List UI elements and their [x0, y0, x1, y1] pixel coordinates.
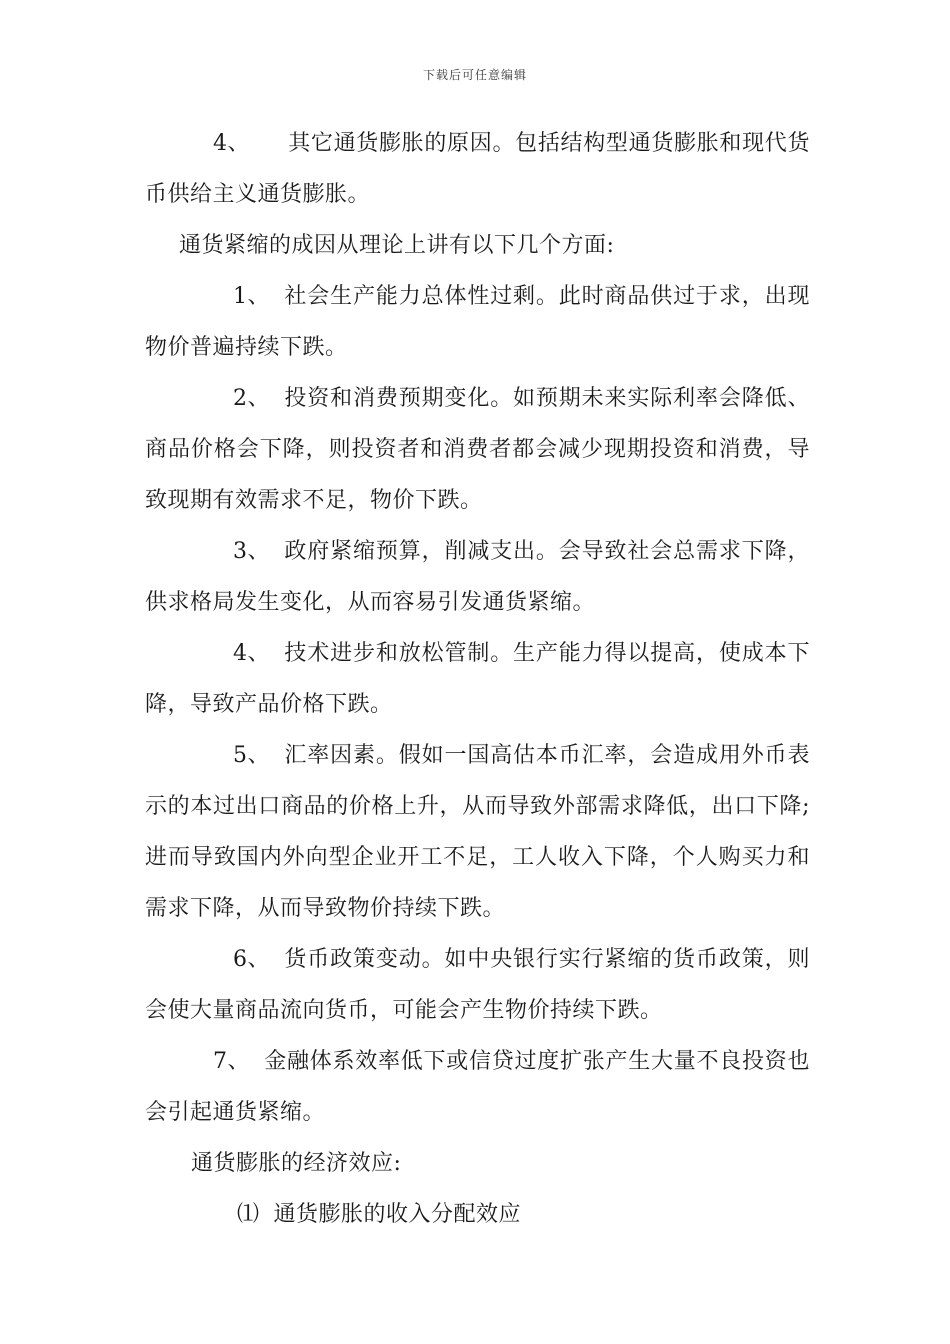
- item-number: 1、: [233, 284, 270, 309]
- document-body: [145, 118, 810, 1240]
- paragraph-inflation-other-causes: [145, 118, 810, 220]
- page-header-note: 下载后可任意编辑: [422, 68, 527, 82]
- paragraph-deflation-intro: [145, 220, 810, 271]
- paragraph-text: 技术进步和放松管制。生产能力得以提高，使成本下降，导致产品价格下跌。: [145, 641, 810, 717]
- paragraph-text: 其它通货膨胀的原因。包括结构型通货膨胀和现代货币供给主义通货膨胀。: [145, 131, 810, 207]
- paragraph-text: 投资和消费预期变化。如预期未来实际利率会降低、 商品价格会下降，则投资者和消费者都会减少现期投资和消费，导致现期有效需求不足，物价下跌。: [145, 386, 810, 513]
- paragraph-deflation-cause-2: [145, 373, 810, 526]
- paragraph-deflation-cause-5: [145, 730, 810, 934]
- paragraph-deflation-cause-7: [145, 1036, 810, 1138]
- item-number: 3、: [233, 539, 270, 564]
- item-number: 4、: [213, 131, 250, 156]
- item-number: 5、: [233, 743, 270, 768]
- paragraph-text: 通货膨胀的收入分配效应: [273, 1202, 522, 1227]
- paragraph-inflation-effects-heading: [145, 1138, 810, 1189]
- item-number: 6、: [233, 947, 270, 972]
- paragraph-text: 金融体系效率低下或信贷过度扩张产生大量不良投资也会引起通货紧缩。: [145, 1049, 810, 1125]
- paragraph-text: 通货紧缩的成因从理论上讲有以下几个方面:: [179, 233, 615, 258]
- paragraph-deflation-cause-6: [145, 934, 810, 1036]
- item-number: 4、: [233, 641, 270, 666]
- paragraph-text: 货币政策变动。如中央银行实行紧缩的货币政策，则会使大量商品流向货币，可能会产生物价持续下跌。: [145, 947, 810, 1023]
- paragraph-text: 通货膨胀的经济效应:: [191, 1151, 402, 1176]
- paragraph-text: 汇率因素。假如一国高估本币汇率，会造成用外币表示的本过出口商品的价格上升，从而导致外部需求降低，出口下降;进而导致国内外向型企业开工不足，工人收入下降，个人购买力和需求下降，从而导致物价持续下跌。: [145, 743, 810, 921]
- paragraph-deflation-cause-1: [145, 271, 810, 373]
- item-number: 7、: [213, 1049, 250, 1074]
- item-number: 2、: [233, 386, 270, 411]
- paragraph-income-distribution-effect: [145, 1189, 810, 1240]
- paragraph-text: 社会生产能力总体性过剩。此时商品供过于求，出现物价普遍持续下跌。: [145, 284, 810, 360]
- item-number: ⑴: [237, 1202, 260, 1227]
- paragraph-deflation-cause-4: [145, 628, 810, 730]
- paragraph-deflation-cause-3: [145, 526, 810, 628]
- paragraph-text: 政府紧缩预算，削减支出。会导致社会总需求下降，供求格局发生变化，从而容易引发通货紧缩。: [145, 539, 810, 615]
